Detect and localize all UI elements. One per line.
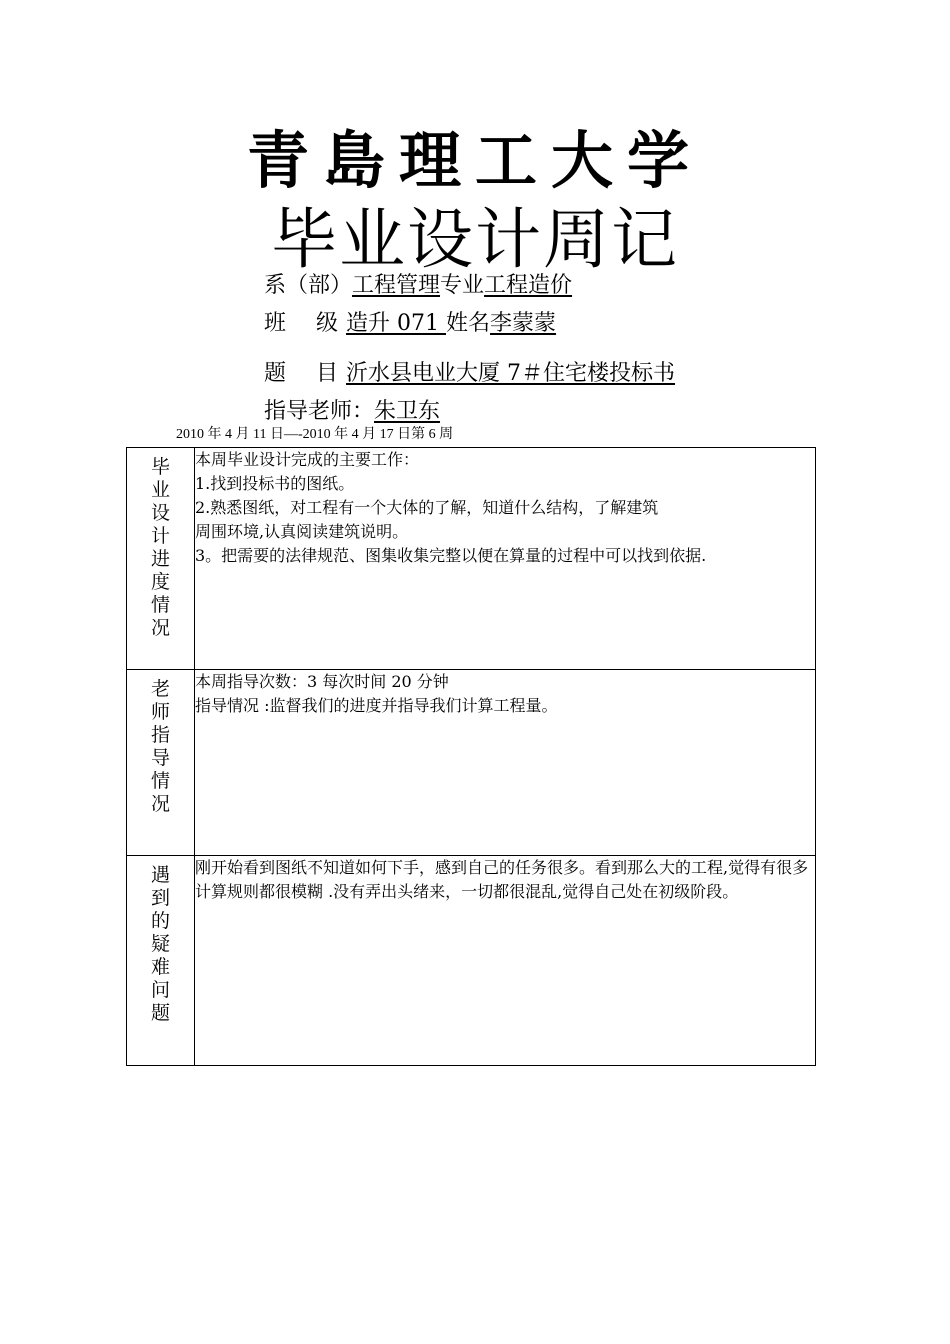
progress-label-cell — [127, 448, 195, 670]
advisor-label: 指导老师： — [264, 399, 375, 424]
dept-value: 工程管理 — [352, 273, 441, 298]
dept-major-line — [264, 271, 572, 301]
document-title: 毕业设计周记 — [271, 201, 679, 278]
dept-label: 系（部） — [264, 273, 353, 298]
name-value: 李蒙蒙 — [490, 311, 557, 336]
name-label: 姓名 — [446, 311, 491, 336]
week-range: 2010 年 4 月 11 日—-2010 年 4 月 17 日第 6 周 — [176, 427, 454, 442]
class-value: 造升 071 — [346, 311, 447, 336]
guidance-line: 本周指导次数：3 每次时间 20 分钟 — [195, 672, 449, 691]
major-label: 专业 — [440, 273, 485, 298]
class-name-line — [264, 309, 556, 339]
advisor-line — [264, 397, 440, 427]
problems-label-cell — [127, 856, 195, 1066]
table-row — [127, 448, 816, 670]
problems-content-cell — [195, 856, 816, 1066]
problems-line: 刚开始看到图纸不知道如何下手，感到自己的任务很多。看到那么大的工程,觉得有很多计算规则都很模糊 .没有弄出头绪来，一切都很混乱,觉得自己处在初级阶段。 — [195, 858, 809, 901]
progress-line: 本周毕业设计完成的主要工作： — [195, 450, 420, 469]
topic-label-b: 目 — [316, 361, 339, 386]
class-label-a: 班 — [264, 311, 287, 336]
advisor-value: 朱卫东 — [374, 399, 441, 424]
progress-line: 2.熟悉图纸，对工程有一个大体的了解，知道什么结构，了解建筑 — [195, 498, 659, 517]
topic-label-a: 题 — [264, 361, 287, 386]
progress-line: 周围环境,认真阅读建筑说明。 — [195, 522, 409, 541]
topic-value: 沂水县电业大厦 7＃住宅楼投标书 — [346, 361, 676, 386]
guidance-label: 老师指导情况 — [150, 678, 170, 815]
guidance-label-cell — [127, 670, 195, 856]
weekly-record-table — [126, 447, 816, 1066]
progress-label: 毕业设计进度情况 — [150, 456, 170, 639]
problems-label: 遇到的疑难问题 — [150, 864, 170, 1024]
progress-line: 3。把需要的法律规范、图集收集完整以便在算量的过程中可以找到依据. — [195, 546, 707, 565]
progress-line: 1.找到投标书的图纸。 — [195, 474, 355, 493]
class-label-b: 级 — [316, 311, 339, 336]
guidance-content-cell — [195, 670, 816, 856]
university-title: 青島理工大学 — [246, 124, 703, 197]
table-row — [127, 670, 816, 856]
progress-content-cell — [195, 448, 816, 670]
topic-line — [264, 359, 675, 389]
table-row — [127, 856, 816, 1066]
guidance-line: 指导情况 :监督我们的进度并指导我们计算工程量。 — [195, 696, 558, 715]
major-value: 工程造价 — [484, 273, 573, 298]
